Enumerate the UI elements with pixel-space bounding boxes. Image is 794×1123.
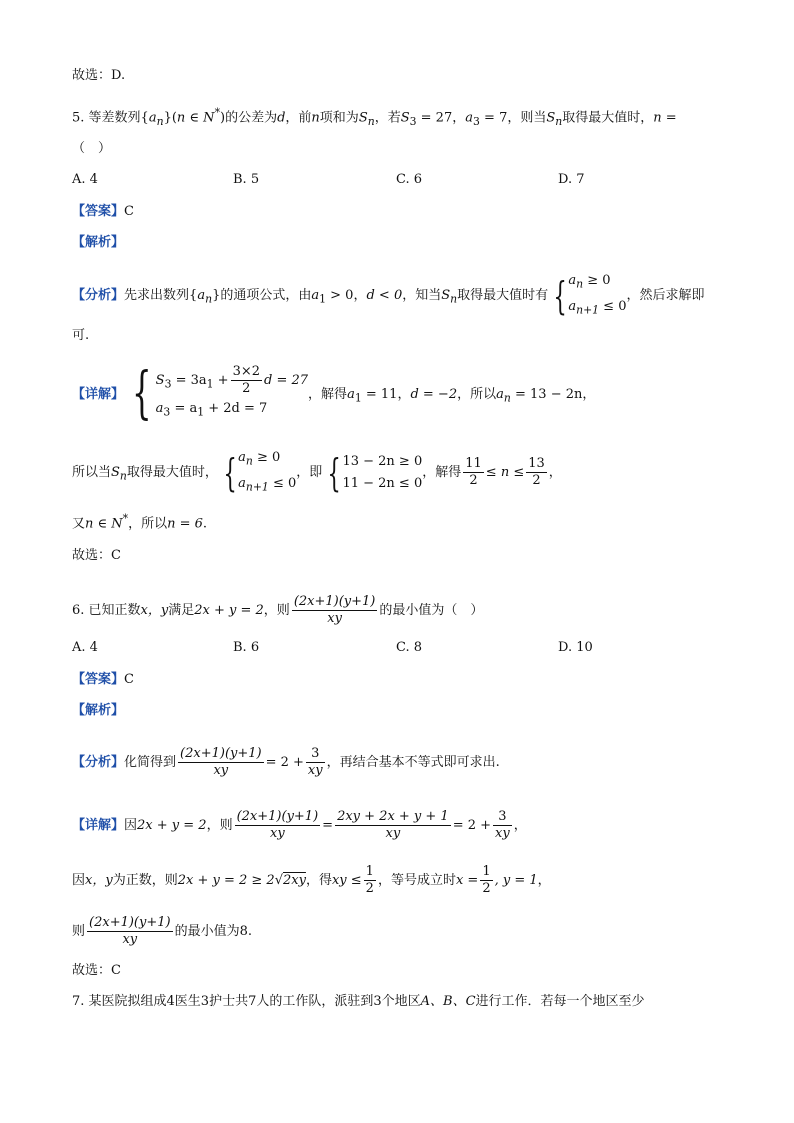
q5-option-b: B. 5 <box>233 172 260 187</box>
q4-conclusion: 故选：D. <box>72 68 126 83</box>
q5-option-c: C. 6 <box>396 172 423 187</box>
q6-option-c: C. 8 <box>396 640 423 655</box>
q6-option-a: A. 4 <box>72 640 98 655</box>
q5-fenxi-cont: 可. <box>72 328 90 343</box>
q6-detail: 【详解】因2x + y = 2，则 $\frac{(2x+1)(y+1)}{xy}$ = $\frac{2xy + 2x + y + 1}{xy}$ = 2 + $\frac{3}{xy}$ ， <box>72 809 527 841</box>
q5-detail-line2: 所以当$S_n$取得最大值时， { $a_n \ge 0$ $a_{n+1} \le 0$ ，即 { 13 − 2n ≥ 0 11 − 2n ≤ 0 ，解得 $\frac{11}{2}$ ≤ n ≤ $\frac{13}{2}$ ， <box>72 450 562 495</box>
q5-fenxi: 【分析】先求出数列$\{a_n\}$的通项公式，由$a_1 > 0$，d < 0，知当$S_n$取得最大值时有 { $a_n \ge 0$ $a_{n+1} \le 0$ ，然后求解即 <box>72 273 705 318</box>
q5-analysis-tag: 【解析】 <box>72 235 125 250</box>
q6-answer: 【答案】C <box>72 672 134 687</box>
q5-option-a: A. 4 <box>72 172 98 187</box>
q5-detail: 【详解】 { $S_3 = 3a_1$ + $\frac{3\times 2}{2}$ d = 27 $a_3 = a_1 + 2d = 7$ ，解得$a_1 = 11$，d = −2，所以$a_n = 13 - 2n$， <box>72 361 596 427</box>
q6-option-b: B. 6 <box>233 640 260 655</box>
q6-stem: 6. 已知正数x，y满足2x + y = 2，则 $\frac{(2x+1)(y+1)}{xy}$ 的最小值为（ ） <box>72 594 484 626</box>
q5-stem: 5. 等差数列$\{a_n\}(n$ ∈ N*)的公差为d，前n项和为$S_n$，若$S_3 = 27$，$a_3 = 7$，则当$S_n$取得最大值时，n = <box>72 106 677 128</box>
q6-option-d: D. 10 <box>558 640 593 655</box>
q6-detail-line2: 因x，y为正数，则2x + y = 2 ≥ 2√2xy，得xy ≤ $\frac{1}{2}$ ，等号成立时x = $\frac{1}{2}$ , y = 1， <box>72 864 551 896</box>
q5-option-d: D. 7 <box>558 172 585 187</box>
q6-detail-line3: 则 $\frac{(2x+1)(y+1)}{xy}$ 的最小值为8. <box>72 915 253 947</box>
q5-conclusion: 故选：C <box>72 548 121 563</box>
q6-fenxi: 【分析】化简得到 $\frac{(2x+1)(y+1)}{xy}$ = 2 + $\frac{3}{xy}$ ，再结合基本不等式即可求出. <box>72 746 500 778</box>
q5-paren: （ ） <box>72 141 112 156</box>
q6-analysis-tag: 【解析】 <box>72 703 125 718</box>
q5-answer: 【答案】C <box>72 204 134 219</box>
q7-stem: 7. 某医院拟组成4医生3护士共7人的工作队，派驻到3个地区A、B、C进行工作．若每一个地区至少 <box>72 994 645 1009</box>
q6-conclusion: 故选：C <box>72 963 121 978</box>
q5-detail-line3: 又n ∈ N*，所以n = 6. <box>72 512 208 532</box>
